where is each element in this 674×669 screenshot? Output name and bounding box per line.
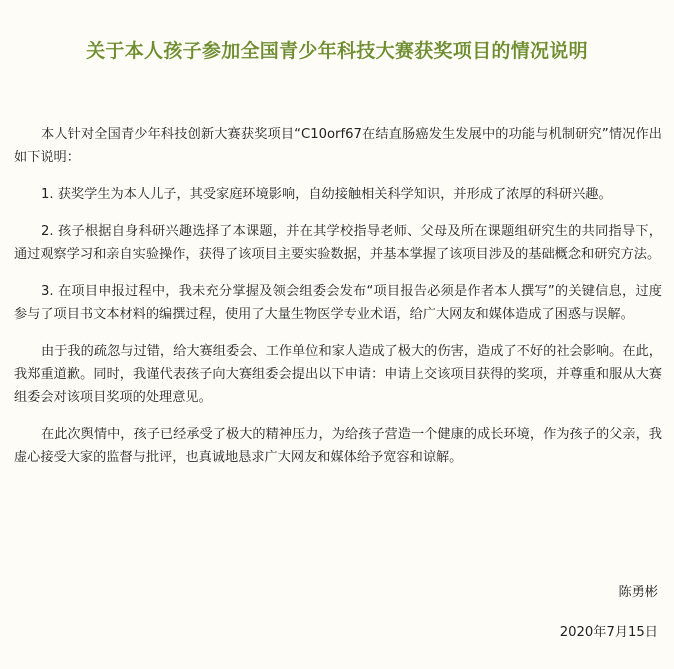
document-date: 2020年7月15日 [559,625,658,640]
paragraph-intro: 本人针对全国青少年科技创新大赛获奖项目“C10orf67在结直肠癌发生发展中的功能与机制研究”情况作出如下说明： [14,127,662,165]
document-body [14,123,662,483]
paragraph-point-2: 2. 孩子根据自身科研兴趣选择了本课题，并在其学校指导老师、父母及所在课题组研究生的共同指导下，通过观察学习和亲自实验操作，获得了该项目主要实验数据，并基本掌握了该项目涉及的基础概念和研究方法。 [14,224,662,262]
paragraph-apology: 由于我的疏忽与过错，给大赛组委会、工作单位和家人造成了极大的伤害，造成了不好的社会影响。在此，我郑重道歉。同时，我谨代表孩子向大赛组委会提出以下申请：申请上交该项目获得的奖项，并尊重和服从大赛组委会对该项目奖项的处理意见。 [14,344,662,405]
document-title: 关于本人孩子参加全国青少年科技大赛获奖项目的情况说明 [86,40,588,62]
paragraph-point-1: 1. 获奖学生为本人儿子，其受家庭环境影响，自幼接触相关科学知识，并形成了浓厚的科研兴趣。 [41,187,612,202]
paragraph-point-3: 3. 在项目申报过程中，我未充分掌握及领会组委会发布“项目报告必须是作者本人撰写”的关键信息，过度参与了项目书文本材料的编撰过程，使用了大量生物医学专业术语，给广大网友和媒体造成了困惑与误解。 [14,284,662,322]
paragraph-closing: 在此次舆情中，孩子已经承受了极大的精神压力，为给孩子营造一个健康的成长环境，作为孩子的父亲，我虚心接受大家的监督与批评，也真诚地恳求广大网友和媒体给予宽容和谅解。 [14,427,662,465]
signature: 陈勇彬 [618,585,658,600]
